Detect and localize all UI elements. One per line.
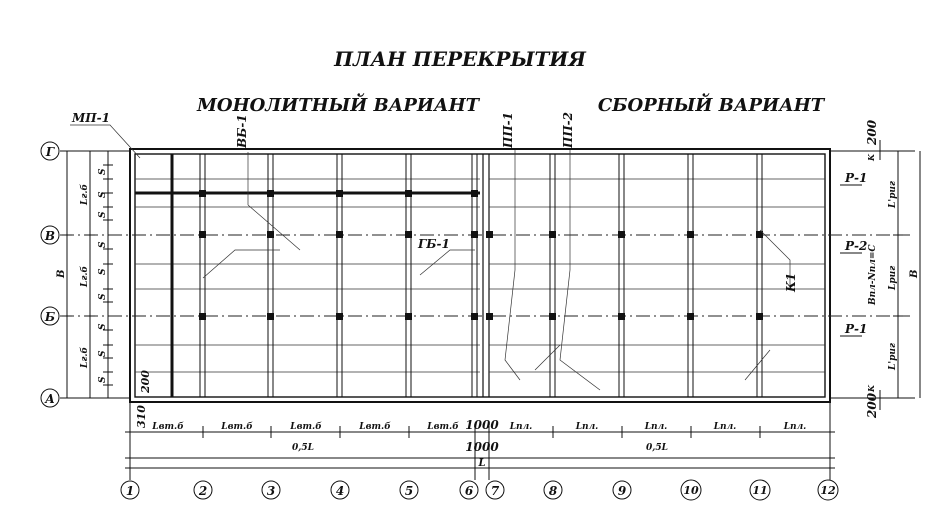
axis-6: 6 xyxy=(464,484,474,498)
mark-k1: К1 xyxy=(784,272,798,292)
svg-text:S: S xyxy=(98,323,108,330)
dim-lvb-3: Lвт.б xyxy=(290,422,322,432)
dim-lgb-2: Lг.б xyxy=(80,265,90,287)
svg-text:А: А xyxy=(45,392,55,406)
dim-lgb-3: Lг.б xyxy=(80,346,90,368)
axis-5: 5 xyxy=(404,484,414,498)
axis-3: 3 xyxy=(266,484,276,498)
expansion-joint xyxy=(483,154,489,397)
axis-4: 4 xyxy=(335,484,345,498)
dim-lrig-bottom: L'риг xyxy=(888,343,898,370)
axis-12: 12 xyxy=(820,484,836,497)
row-axis-v xyxy=(41,226,59,244)
mark-r1-top: Р-1 xyxy=(845,171,868,185)
dim-half-left: 0,5L xyxy=(292,443,314,453)
monolithic-secondary-beams xyxy=(135,179,480,372)
mark-vb1: ВБ-1 xyxy=(235,114,249,148)
svg-text:Б: Б xyxy=(44,310,56,324)
main-title: ПЛАН ПЕРЕКРЫТИЯ xyxy=(334,47,586,71)
svg-text:Г: Г xyxy=(45,145,55,159)
row-axis-b xyxy=(41,307,59,325)
dim-b-right: B xyxy=(909,269,920,278)
dim-310: 310 xyxy=(135,405,148,428)
dim-lpl-2: Lпл. xyxy=(575,422,599,432)
dim-total-l: L xyxy=(478,458,486,469)
outer-wall-outer xyxy=(130,149,830,402)
axis-11: 11 xyxy=(752,484,768,497)
dim-lpl-1: Lпл. xyxy=(509,422,533,432)
dim-left-200: 200 xyxy=(139,370,152,393)
dim-1000-a: 1000 xyxy=(465,418,499,432)
axis-2: 2 xyxy=(198,484,208,498)
svg-text:S: S xyxy=(98,350,108,357)
dim-lvb-2: Lвт.б xyxy=(221,422,253,432)
svg-text:S: S xyxy=(98,211,108,218)
precast-vertical-beams xyxy=(550,154,762,397)
dim-lrig-top: L'риг xyxy=(888,181,898,208)
dim-lvb-5: Lвт.б xyxy=(427,422,459,432)
row-axis-g xyxy=(41,142,59,160)
mark-pp2: ПП-2 xyxy=(561,111,575,148)
mark-mp1: МП-1 xyxy=(72,111,110,125)
svg-text:В: В xyxy=(44,229,56,243)
outer-wall-inner xyxy=(135,154,825,397)
precast-title: СБОРНЫЙ ВАРИАНТ xyxy=(597,95,825,116)
dim-lpl-4: Lпл. xyxy=(713,422,737,432)
row-axis-a xyxy=(41,389,59,407)
mark-r1-bottom: Р-1 xyxy=(845,322,868,336)
dim-lpl-5: Lпл. xyxy=(783,422,807,432)
dim-1000-b: 1000 xyxy=(465,440,499,454)
precast-panels xyxy=(489,179,825,372)
svg-text:S: S xyxy=(98,376,108,383)
mark-gb1: ГБ-1 xyxy=(418,237,450,251)
dim-k-top: K xyxy=(866,154,876,161)
svg-text:S: S xyxy=(98,191,108,198)
dim-bottom-200: 200 xyxy=(865,392,879,418)
dim-lpl-3: Lпл. xyxy=(644,422,668,432)
dim-k-bottom: K xyxy=(866,385,876,392)
leader-lines xyxy=(70,125,790,390)
column-axes xyxy=(121,480,838,500)
svg-text:S: S xyxy=(98,268,108,275)
axis-9: 9 xyxy=(617,484,627,498)
columns xyxy=(199,190,763,320)
dim-b-left: B xyxy=(56,269,67,278)
axis-1: 1 xyxy=(125,484,135,498)
dim-bpl: Bпл-Nпл=C xyxy=(868,244,878,305)
axis-7: 7 xyxy=(490,484,500,498)
svg-text:S: S xyxy=(98,168,108,175)
svg-text:S: S xyxy=(98,241,108,248)
axis-10: 10 xyxy=(683,484,699,497)
svg-text:S: S xyxy=(98,293,108,300)
axis-8: 8 xyxy=(548,484,558,498)
dim-lrig-mid: Lриг xyxy=(888,265,898,290)
dim-lgb-1: Lг.б xyxy=(80,183,90,205)
monolithic-title: МОНОЛИТНЫЙ ВАРИАНТ xyxy=(197,95,479,116)
dim-lvb-4: Lвт.б xyxy=(359,422,391,432)
dim-lvb-1: Lвт.б xyxy=(152,422,184,432)
s-labels xyxy=(98,168,108,383)
dim-half-right: 0,5L xyxy=(646,443,668,453)
mark-r2: Р-2 xyxy=(845,239,868,253)
dim-top-200: 200 xyxy=(865,119,879,145)
mark-pp1: ПП-1 xyxy=(501,111,515,148)
